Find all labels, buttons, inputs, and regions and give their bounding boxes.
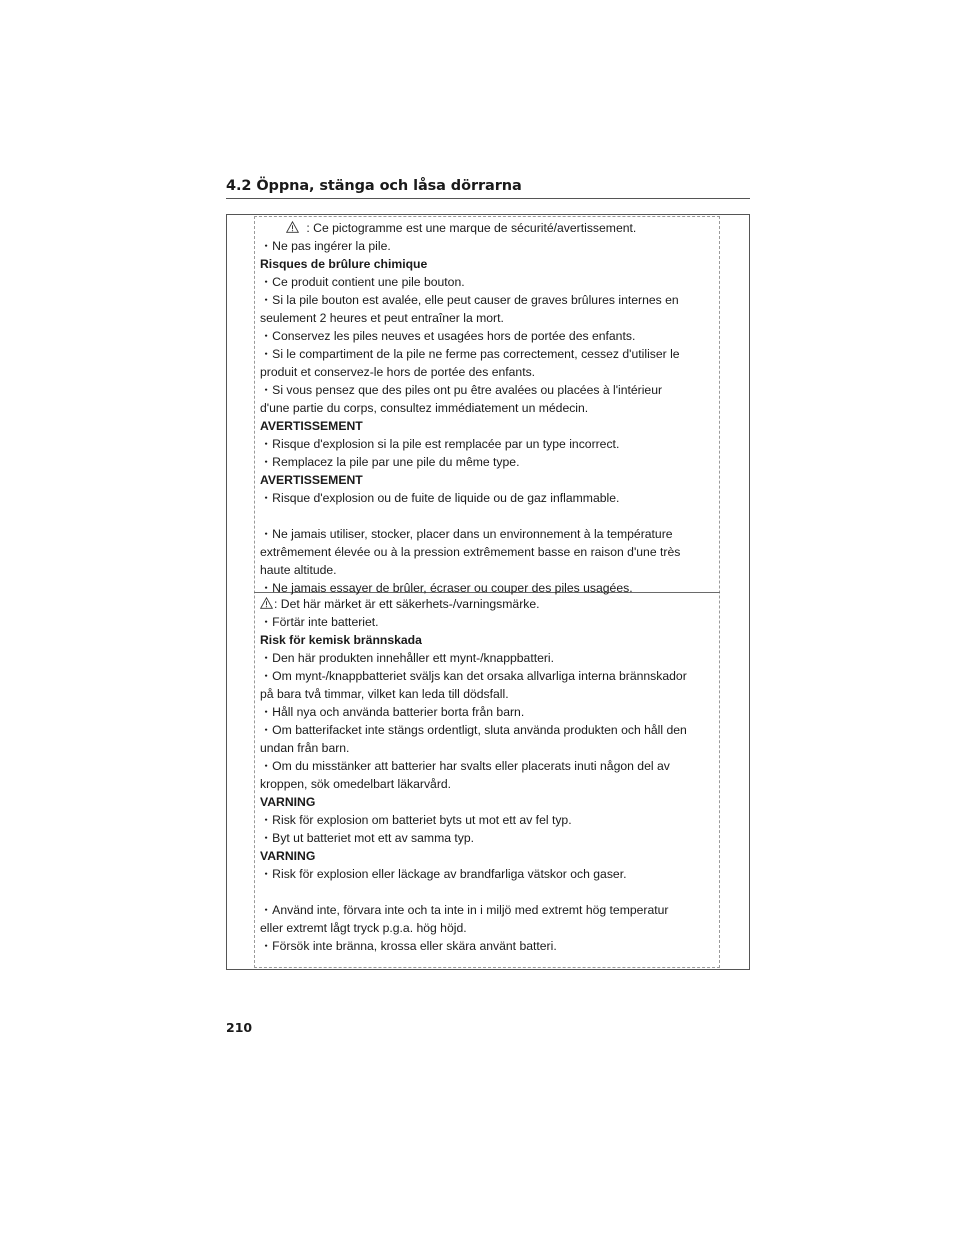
swedish-text-line: ・Risk för explosion om batteriet byts ut mot ett av fel typ. xyxy=(260,813,572,827)
swedish-text-line: på bara två timmar, vilket kan leda till dödsfall. xyxy=(260,687,509,701)
warning-triangle-icon xyxy=(260,597,273,609)
swedish-heading: VARNING xyxy=(260,795,316,809)
french-heading: AVERTISSEMENT xyxy=(260,473,363,487)
french-text-line: ・Ne pas ingérer la pile. xyxy=(260,239,391,253)
french-text-line: haute altitude. xyxy=(260,563,337,577)
french-heading: Risques de brûlure chimique xyxy=(260,257,428,271)
french-text-line: ・Ne jamais essayer de brûler, écraser ou couper des piles usagées. xyxy=(260,581,633,595)
french-notice xyxy=(260,219,712,597)
swedish-text-line: ・Förtär inte batteriet. xyxy=(260,615,379,629)
swedish-text-line: ・Byt ut batteriet mot ett av samma typ. xyxy=(260,831,475,845)
swedish-spacer xyxy=(260,883,712,901)
swedish-text-line: ・Risk för explosion eller läckage av brandfarliga vätskor och gaser. xyxy=(260,867,627,881)
swedish-safety-note-text: : Det här märket är ett säkerhets-/varningsmärke. xyxy=(274,597,540,611)
french-text-line: seulement 2 heures et peut entraîner la mort. xyxy=(260,311,504,325)
page-number: 210 xyxy=(226,1020,253,1035)
swedish-text-line: ・Om mynt-/knappbatteriet sväljs kan det orsaka allvarliga interna brännskador xyxy=(260,669,687,683)
swedish-text-line: ・Om du misstänker att batterier har svalts eller placerats inuti någon del av xyxy=(260,759,670,773)
swedish-text-line: ・Försök inte bränna, krossa eller skära använt batteri. xyxy=(260,939,557,953)
swedish-text-line: ・Den här produkten innehåller ett mynt-/knappbatteri. xyxy=(260,651,555,665)
french-safety-note xyxy=(260,219,712,237)
section-title: 4.2 Öppna, stänga och låsa dörrarna xyxy=(226,178,522,194)
french-text-line: ・Risque d'explosion ou de fuite de liquide ou de gaz inflammable. xyxy=(260,491,620,505)
swedish-text-line: ・Håll nya och använda batterier borta från barn. xyxy=(260,705,525,719)
swedish-heading: Risk för kemisk brännskada xyxy=(260,633,422,647)
french-text-line: ・Conservez les piles neuves et usagées hors de portée des enfants. xyxy=(260,329,636,343)
warning-triangle-icon xyxy=(286,221,299,233)
french-text-line: ・Si le compartiment de la pile ne ferme pas correctement, cessez d'utiliser le xyxy=(260,347,680,361)
swedish-text-line: ・Använd inte, förvara inte och ta inte in i miljö med extremt hög temperatur xyxy=(260,903,669,917)
french-text-line: ・Risque d'explosion si la pile est remplacée par un type incorrect. xyxy=(260,437,620,451)
swedish-safety-note xyxy=(260,595,712,613)
swedish-text-line: ・Om batterifacket inte stängs ordentligt, sluta använda produkten och håll den xyxy=(260,723,687,737)
french-safety-note-text: : Ce pictogramme est une marque de sécurité/avertissement. xyxy=(303,221,637,235)
swedish-text-line: eller extremt lågt tryck p.g.a. hög höjd. xyxy=(260,921,467,935)
swedish-heading: VARNING xyxy=(260,849,316,863)
french-heading: AVERTISSEMENT xyxy=(260,419,363,433)
french-text-line: extrêmement élevée ou à la pression extrêmement basse en raison d'une très xyxy=(260,545,681,559)
french-spacer xyxy=(260,507,712,525)
french-text-line: ・Si vous pensez que des piles ont pu être avalées ou placées à l'intérieur xyxy=(260,383,663,397)
french-text-line: ・Ce produit contient une pile bouton. xyxy=(260,275,465,289)
swedish-text-line: undan från barn. xyxy=(260,741,350,755)
swedish-text-line: kroppen, sök omedelbart läkarvård. xyxy=(260,777,452,791)
french-text-line: d'une partie du corps, consultez immédiatement un médecin. xyxy=(260,401,589,415)
french-text-line: ・Ne jamais utiliser, stocker, placer dans un environnement à la température xyxy=(260,527,673,541)
french-text-line: ・Remplacez la pile par une pile du même type. xyxy=(260,455,520,469)
title-rule xyxy=(226,198,750,199)
french-text-line: ・Si la pile bouton est avalée, elle peut causer de graves brûlures internes en xyxy=(260,293,679,307)
french-text-line: produit et conservez-le hors de portée des enfants. xyxy=(260,365,536,379)
swedish-notice xyxy=(260,595,712,955)
